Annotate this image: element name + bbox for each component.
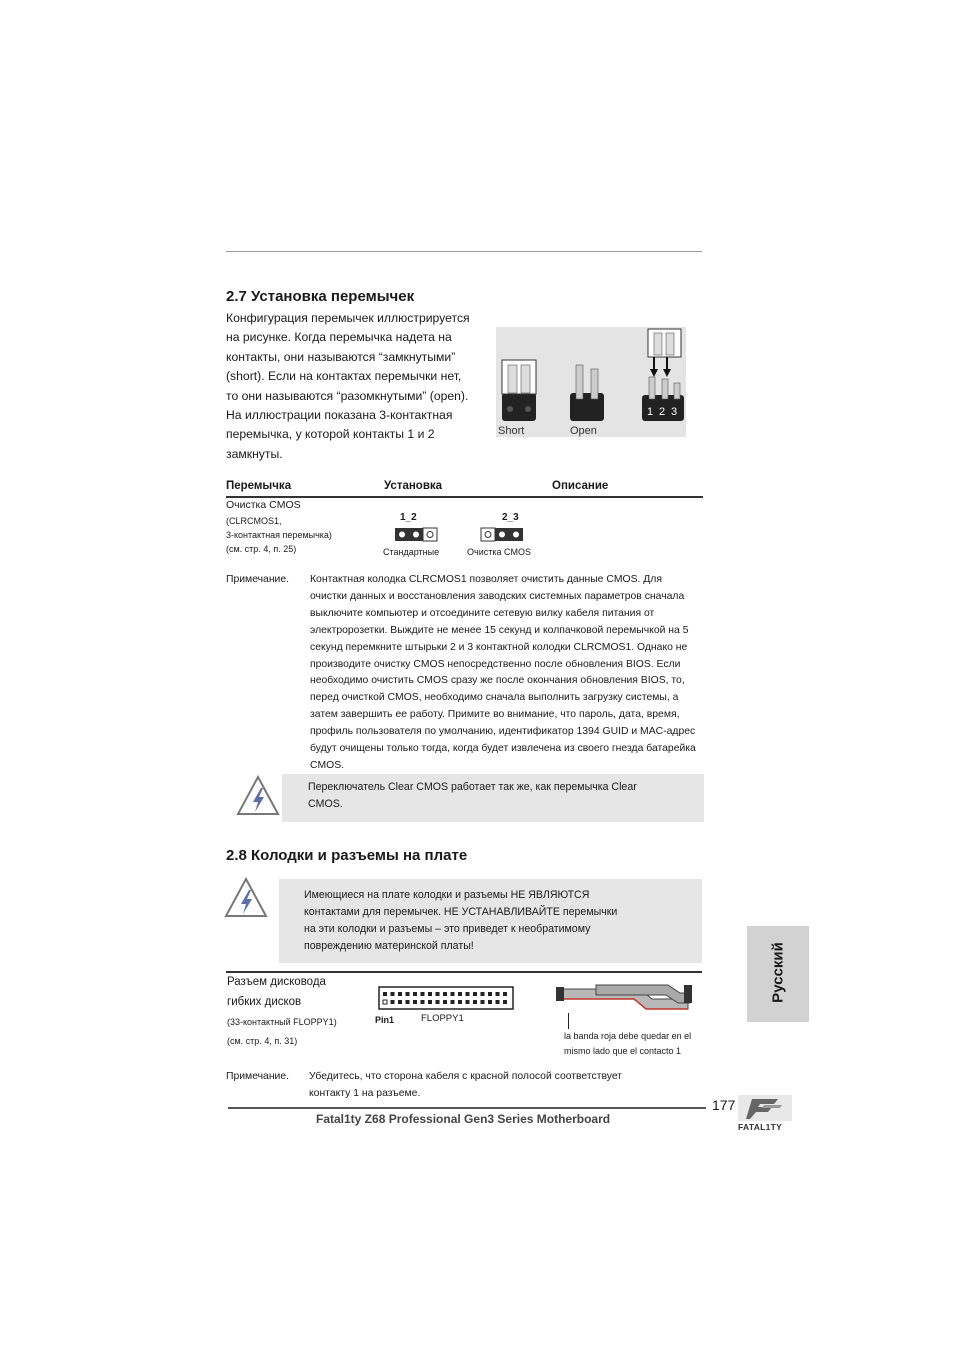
jumper-illustration: [496, 327, 686, 437]
warning-icon: [224, 876, 268, 920]
table-header-description: Описание: [552, 480, 609, 492]
row-name: Очистка CMOS: [226, 499, 301, 511]
clear-cmos-warning-box: [282, 774, 704, 822]
top-rule: [226, 251, 702, 252]
fatal1ty-logo-text: FATAL1TY: [738, 1122, 783, 1132]
note-line: Контактная колодка CLRCMOS1 позволяет очистить данные CMOS. Для: [310, 574, 662, 585]
floppy-pin: [443, 992, 447, 996]
pin-label-1: 1: [647, 406, 654, 418]
option-1-pins-label: 1_2: [400, 512, 417, 523]
floppy-pin: [443, 1000, 447, 1004]
floppy-pin: [421, 992, 425, 996]
floppy-sub-1: (33-контактный FLOPPY1): [227, 1017, 337, 1027]
floppy-pin: [503, 992, 507, 996]
note-line: секунд перемкните штырьки 2 и 3 контактной колодки CLRCMOS1. Однако не: [310, 641, 688, 653]
page-number: 177: [712, 1097, 736, 1113]
floppy-pin: [473, 1000, 477, 1004]
note-line: CMOS.: [310, 759, 345, 771]
warn-line: Имеющиеся на плате колодки и разъемы НЕ ЯВЛЯЮТСЯ: [304, 889, 590, 901]
pin-label-2: 2: [659, 406, 666, 418]
table-header-setting: Установка: [384, 480, 443, 492]
footer-model: Fatal1ty Z68 Professional Gen3 Series Motherboard: [316, 1112, 611, 1126]
note-line: будут очищены только тогда, когда будет извлечена из своего гнезда батарейка: [310, 743, 696, 755]
jumper-figure: [496, 327, 686, 437]
row-sub3: (см. стр. 4, п. 25): [226, 544, 297, 554]
floppy-pin: [466, 992, 470, 996]
warning-icon: [236, 774, 280, 818]
note-line: очистки данных и восстановления заводских системных параметров сначала: [310, 590, 685, 602]
warn-line: повреждению материнской платы!: [304, 939, 474, 952]
intro-line: контакты, они называются “замкнутыми”: [226, 349, 456, 364]
note-line: перед очисткой CMOS, необходимо сначала выполнить загрузку системы, а: [310, 692, 679, 704]
note-line: необходимо очистить CMOS сразу же после окончания обновления BIOS, то,: [310, 675, 685, 687]
option-2-label: Очистка CMOS: [467, 547, 531, 557]
cable-note-1: la banda roja debe quedar en el: [564, 1031, 692, 1041]
intro-line: замкнуты.: [226, 446, 283, 461]
floppy-pin: [428, 1000, 432, 1004]
headers-warning-box: [279, 879, 702, 963]
floppy-pin: [481, 992, 485, 996]
floppy-pin: [488, 992, 492, 996]
floppy-pin: [496, 992, 500, 996]
floppy-pin: [503, 1000, 507, 1004]
note-line: производите очистку CMOS непосредственно после обновления BIOS. Если: [310, 658, 681, 670]
floppy-pin: [391, 1000, 395, 1004]
intro-line: Конфигурация перемычек иллюстрируется: [226, 311, 470, 325]
note-line: выключите компьютер и отсоедините сетевую вилку кабеля питания от: [310, 607, 655, 619]
floppy-connector-icon: [378, 986, 514, 1012]
floppy-rule: [226, 971, 702, 973]
open-label: Open: [570, 425, 597, 437]
pin-label-3: 3: [671, 406, 678, 418]
warn-line: Переключатель Clear CMOS работает так же, как перемычка Clear: [308, 781, 637, 793]
row-sub2: 3-контактная перемычка): [226, 530, 332, 540]
floppy-pin: [488, 1000, 492, 1004]
floppy-pin: [458, 992, 462, 996]
note-line: электророзетки. Выждите не менее 15 секунд и колпачковой перемычкой на 5: [310, 624, 689, 636]
note-text-27: [310, 572, 703, 775]
floppy-connector-label: FLOPPY1: [421, 1013, 464, 1024]
pin1-label: Pin1: [375, 1015, 395, 1025]
floppy-sub-2: (см. стр. 4, п. 31): [227, 1036, 298, 1046]
note-line: затем завершить ее работу. Примите во внимание, что пароль, дата, время,: [310, 709, 680, 721]
note-label-28: Примечание.: [226, 1071, 290, 1082]
intro-line: (short). Если на контактах перемычки нет,: [226, 369, 462, 384]
floppy-pin: [413, 1000, 417, 1004]
note-text-28: [309, 1069, 622, 1103]
intro-line: На иллюстрации показана 3-контактная: [226, 408, 453, 423]
floppy-pin: [398, 992, 402, 996]
floppy-pin: [451, 992, 455, 996]
fatal1ty-logo: [738, 1095, 792, 1135]
section-27-intro: [226, 309, 491, 464]
section-28-title: 2.8 Колодки и разъемы на плате: [226, 847, 468, 864]
language-side-tab: [747, 926, 809, 1022]
intro-line: перемычка, у которой контакты 1 и 2: [226, 427, 435, 442]
note-line: контакту 1 на разъеме.: [309, 1087, 421, 1099]
floppy-pin: [406, 992, 410, 996]
cable-pointer: [568, 1013, 569, 1029]
intro-line: то они называются “разомкнутыми” (open).: [226, 388, 469, 403]
floppy-name-1: Разъем дисковода: [227, 976, 326, 988]
floppy-pin: [406, 1000, 410, 1004]
open-jumper: [570, 365, 604, 421]
floppy-pin: [458, 1000, 462, 1004]
section-27-title: 2.7 Установка перемычек: [226, 288, 415, 305]
floppy-pin: [413, 992, 417, 996]
floppy-pin: [398, 1000, 402, 1004]
floppy-pin: [451, 1000, 455, 1004]
floppy-cable-icon: [556, 981, 696, 1021]
cable-note-2: mismo lado que el contacto 1: [564, 1046, 682, 1056]
option-2-header-icon: [480, 527, 524, 542]
option-1-label: Стандартные: [383, 547, 440, 557]
option-2-pins-label: 2_3: [502, 512, 519, 523]
floppy-pin: [391, 992, 395, 996]
note-line: Убедитесь, что сторона кабеля с красной полосой соответствует: [309, 1071, 623, 1082]
short-jumper: [502, 360, 536, 421]
floppy-pin: [421, 1000, 425, 1004]
floppy-pin: [428, 992, 432, 996]
table-header-jumper: Перемычка: [226, 480, 292, 492]
warn-line: контактами для перемычек. НЕ УСТАНАВЛИВАЙТЕ перемычки: [304, 905, 618, 918]
note-label-27: Примечание.: [226, 574, 290, 585]
floppy-pin: [436, 992, 440, 996]
row-sub1: (CLRCMOS1,: [226, 516, 282, 526]
floppy-pin: [496, 1000, 500, 1004]
floppy-name-2: гибких дисков: [227, 996, 302, 1008]
table-header-rule: [226, 496, 703, 498]
short-label: Short: [498, 425, 525, 437]
floppy-pin: [436, 1000, 440, 1004]
fatal1ty-logo-mark: [738, 1095, 792, 1121]
floppy-pin: [473, 992, 477, 996]
language-label: Русский: [769, 942, 787, 1003]
intro-line: на рисунке. Когда перемычка надета на: [226, 330, 452, 345]
option-1-header-icon: [394, 527, 438, 542]
floppy-pin: [383, 992, 387, 996]
floppy-pin: [481, 1000, 485, 1004]
note-line: профиль пользователя по умолчанию, идентификатор 1394 GUID и MAC-адрес: [310, 726, 696, 738]
footer-rule: [228, 1107, 706, 1109]
warn-line: CMOS.: [308, 797, 343, 810]
warn-line: на эти колодки и разъемы – это приведет к необратимому: [304, 922, 591, 935]
floppy-pin: [466, 1000, 470, 1004]
